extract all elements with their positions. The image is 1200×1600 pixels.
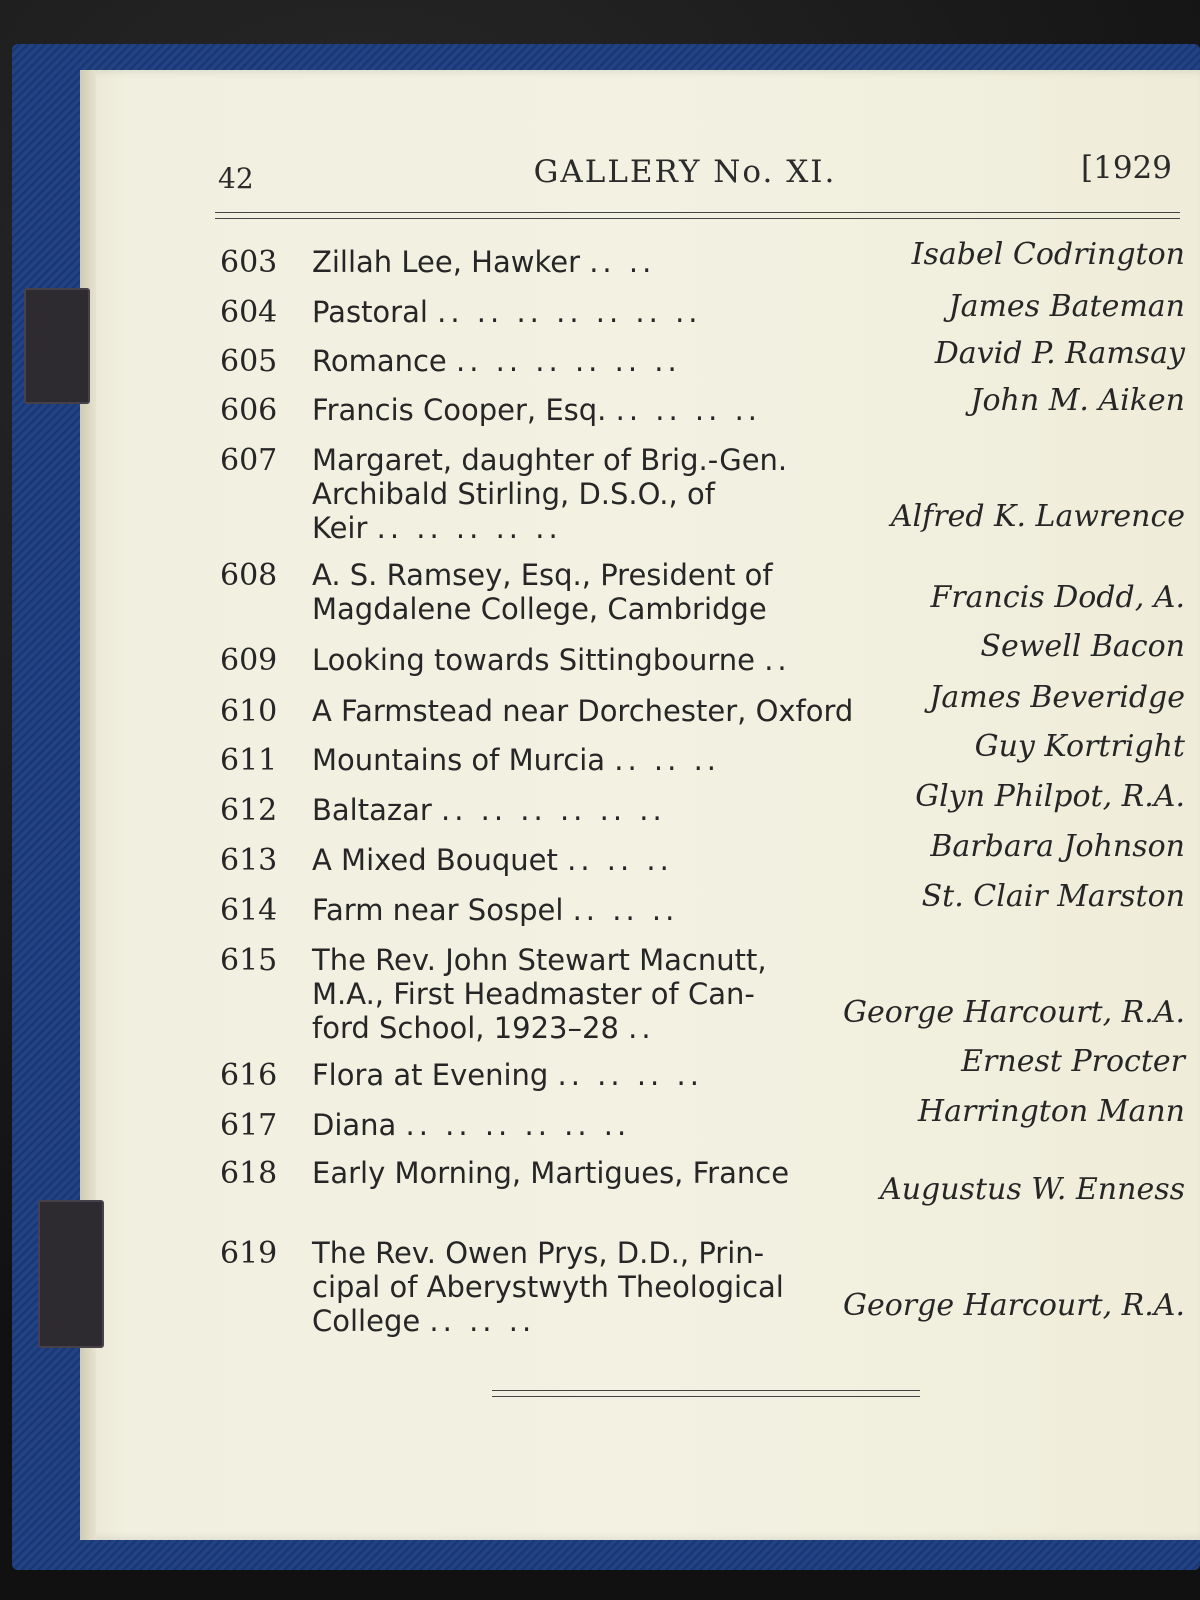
entry-title: Flora at Evening .. .. .. .. (312, 1058, 703, 1092)
catalogue-entry (220, 383, 1185, 433)
entry-title: A Mixed Bouquet .. .. .. (312, 843, 673, 877)
entry-artist: Barbara Johnson (930, 829, 1185, 864)
entry-artist: Ernest Procter (961, 1044, 1185, 1079)
entry-number: 617 (220, 1108, 278, 1143)
year-label: [1929 (1081, 150, 1172, 186)
entry-title: Baltazar .. .. .. .. .. .. (312, 793, 666, 827)
entry-title: Pastoral .. .. .. .. .. .. .. (312, 295, 702, 329)
catalogue-entry (220, 629, 1185, 683)
entry-artist: Sewell Bacon (980, 629, 1185, 664)
entry-title: Mountains of Murcia .. .. .. (312, 743, 721, 777)
entry-title: Looking towards Sittingbourne .. (312, 643, 791, 677)
entry-number: 607 (220, 443, 278, 478)
catalogue-entry (220, 779, 1185, 833)
entry-artist: Francis Dodd, A. (930, 580, 1185, 615)
entry-title: The Rev. John Stewart Macnutt, M.A., First Headmaster of Can- ford School, 1923–28 .. (312, 943, 767, 1045)
entry-artist: George Harcourt, R.A. (843, 995, 1185, 1030)
entry-number: 606 (220, 393, 278, 428)
entry-artist: James Bateman (948, 289, 1185, 324)
entry-number: 613 (220, 843, 278, 878)
entry-title: A. S. Ramsey, Esq., President of Magdalene College, Cambridge (312, 558, 773, 626)
entry-title: Farm near Sospel .. .. .. (312, 893, 679, 927)
entry-artist: James Beveridge (929, 680, 1185, 715)
entry-number: 605 (220, 344, 278, 379)
entry-number: 614 (220, 893, 278, 928)
gallery-title: GALLERY No. XI. (533, 154, 837, 190)
entry-number: 618 (220, 1156, 278, 1191)
page-number: 42 (218, 162, 254, 195)
entry-artist: George Harcourt, R.A. (843, 1288, 1185, 1323)
entry-title: Zillah Lee, Hawker .. .. (312, 245, 656, 279)
catalogue-entry (220, 680, 1185, 734)
entry-number: 604 (220, 295, 278, 330)
catalogue-entry (220, 729, 1185, 783)
catalogue-entry (220, 1236, 1185, 1340)
entry-artist: Harrington Mann (917, 1094, 1185, 1129)
catalogue-entry (220, 336, 1185, 384)
entry-title: A Farmstead near Dorchester, Oxford (312, 694, 854, 728)
catalogue-entry (220, 443, 1185, 547)
entry-title: Early Morning, Martigues, France (312, 1156, 790, 1190)
entry-artist: Guy Kortright (974, 729, 1185, 764)
entry-artist: John M. Aiken (970, 383, 1185, 418)
catalogue-entry (220, 237, 1185, 285)
entry-artist: Glyn Philpot, R.A. (915, 779, 1185, 814)
entry-artist: Alfred K. Lawrence (890, 499, 1185, 534)
entry-title: Margaret, daughter of Brig.-Gen. Archibald Stirling, D.S.O., of Keir .. .. .. .. .. (312, 443, 788, 545)
footer-rule (492, 1396, 920, 1397)
entry-number: 612 (220, 793, 278, 828)
catalogue-entry (220, 1044, 1185, 1098)
catalogue-entry (220, 943, 1185, 1047)
catalogue-entry (220, 1094, 1185, 1148)
entry-artist: Isabel Codrington (911, 237, 1185, 272)
catalogue-entry (220, 558, 1185, 628)
entry-number: 608 (220, 558, 278, 593)
entry-title: Romance .. .. .. .. .. .. (312, 344, 681, 378)
entry-title: The Rev. Owen Prys, D.D., Prin- cipal of Aberystwyth Theological College .. .. .. (312, 1236, 784, 1338)
entry-number: 619 (220, 1236, 278, 1271)
entry-number: 610 (220, 694, 278, 729)
footer-rule (492, 1390, 920, 1391)
entry-artist: Augustus W. Enness (880, 1172, 1185, 1207)
entry-title: Francis Cooper, Esq. .. .. .. .. (312, 393, 762, 427)
entry-artist: David P. Ramsay (934, 336, 1185, 371)
entry-number: 616 (220, 1058, 278, 1093)
catalogue-entry (220, 879, 1185, 933)
entry-number: 603 (220, 245, 278, 280)
entry-number: 609 (220, 643, 278, 678)
catalogue-entry (220, 289, 1185, 335)
entry-title: Diana .. .. .. .. .. .. (312, 1108, 631, 1142)
entry-number: 611 (220, 743, 278, 778)
catalogue-entry (220, 829, 1185, 883)
catalogue-entry (220, 1156, 1185, 1226)
entry-number: 615 (220, 943, 278, 978)
entry-artist: St. Clair Marston (921, 879, 1185, 914)
